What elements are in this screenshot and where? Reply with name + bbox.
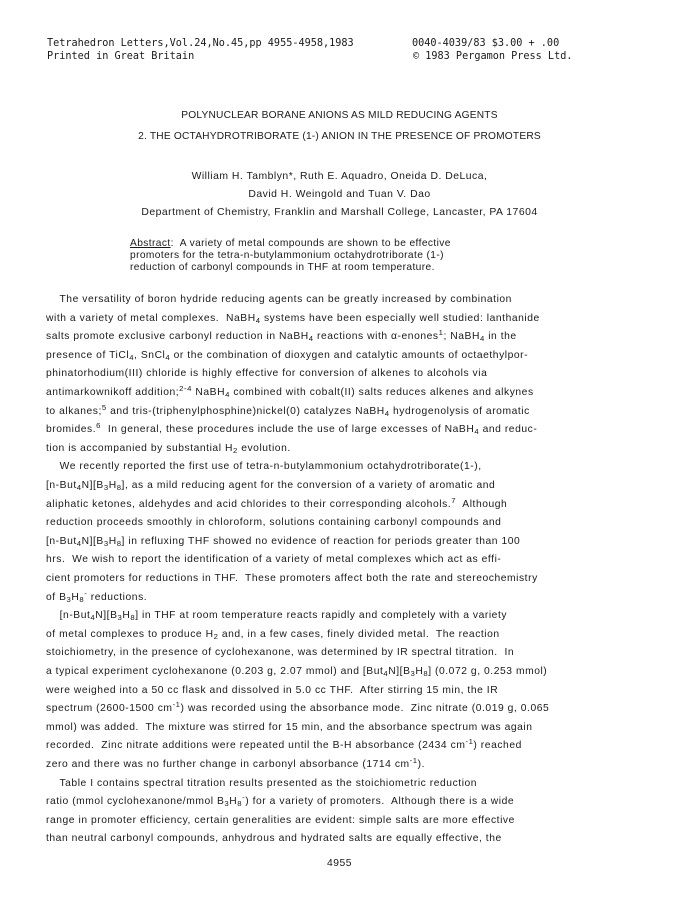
page-number: 4955 [327,858,352,869]
abstract-label: Abstract [130,238,171,249]
body-line: The versatility of boron hydride reducing agents can be greatly increased by combination [46,294,512,305]
abstract-line-1 [130,238,451,251]
copyright: © 1983 Pergamon Press Ltd. [413,51,573,62]
body-line: spectrum (2600-1500 $cm^{-1}$) was recorded using the absorbance mode. Zinc nitrate (0.019 g, 0.065 [46,700,550,715]
body-line: $[n-But_4N][B_3H_8]$, as a mild reducing agent for the conversion of a variety of aromatic and [46,480,496,492]
body-line: with a variety of metal complexes. NaBH$_4$ systems have been especially well studied: lanthanide [46,312,540,325]
body-line: mmol) was added. The mixture was stirred for 15 min, and the absorbance spectrum was again [46,721,533,733]
body-line: of metal complexes to produce $H_2$ and, in a few cases, finely divided metal. The reaction [46,628,500,641]
printed-in: Printed in Great Britain [47,51,195,62]
body-line: ratio (mmol cyclohexanone/mmol $B_3H_8^-$) for a variety of promoters. Although there is a wide [46,793,515,809]
affiliation: Department of Chemistry, Franklin and Marshall College, Lancaster, PA 17604 [141,207,538,218]
body-line: stoichiometry, in the presence of cyclohexanone, was determined by IR spectral titration. In [46,647,515,659]
article-title-line-1: POLYNUCLEAR BORANE ANIONS AS MILD REDUCING AGENTS [181,110,498,121]
body-line: recorded. Zinc nitrate additions were repeated until the B-H absorbance (2434 $cm^{-1}$) reached [46,737,522,752]
body-line: hrs. We wish to report the identification of a variety of metal complexes which act as effi- [46,554,502,566]
body-line: than neutral carbonyl compounds, anhydrous and hydrated salts are equally effective, the [46,833,502,845]
body-line: antimarkownikoff addition;$^{2-4}$ NaBH$_4$ combined with cobalt(II) salts reduces alkenes and alkynes [46,384,534,399]
abstract-line-3: reduction of carbonyl compounds in THF at room temperature. [130,262,435,273]
body-line: cient promoters for reductions in THF. These promoters affect both the rate and stereochemistry [46,573,538,584]
body-line: a typical experiment cyclohexanone (0.203 g, 2.07 mmol) and $[But_4N][B_3H_8]$ (0.072 g, 0.253 mmol) [46,666,548,678]
body-line: phinatorhodium(III) chloride is highly effective for conversion of alkenes to alcohols via [46,368,488,380]
body-line: range in promoter efficiency, certain generalities are evident: simple salts are more effective [46,814,515,826]
authors-line-2: David H. Weingold and Tuan V. Dao [248,189,431,200]
abstract-text: : A variety of metal compounds are shown to be effective [170,238,451,249]
body-line: were weighed into a 50 cc flask and dissolved in 5.0 cc THF. After stirring 15 min, the IR [46,684,499,696]
body-line: presence of TiCl$_4$, SnCl$_4$ or the combination of dioxygen and catalytic amounts of octaethylpor- [46,349,529,362]
article-title-line-2: 2. THE OCTAHYDROTRIBORATE (1-) ANION IN THE PRESENCE OF PROMOTERS [138,131,541,142]
body-line: $[n-But_4N][B_3H_8]$ in THF at room temperature reacts rapidly and completely with a variety [46,610,508,623]
body-line: salts promote exclusive carbonyl reduction in NaBH$_4$ reactions with α-enones$^1$; NaBH$_4$ in the [46,328,517,344]
price-code: 0040-4039/83 $3.00 + .00 [412,38,560,49]
body-line: to alkanes;$^5$ and tris-(triphenylphosphine)nickel(0) catalyzes NaBH$_4$ hydrogenolysis of aromatic [46,402,530,418]
body-line: Table I contains spectral titration results presented as the stoichiometric reduction [46,777,478,789]
journal-citation: Tetrahedron Letters,Vol.24,No.45,pp 4955-4958,1983 [47,38,354,49]
body-line: of $B_3H_8^-$ reductions. [46,588,148,604]
body-line: We recently reported the first use of tetra-n-butylammonium octahydrotriborate(1-), [46,461,482,473]
body-line: reduction proceeds smoothly in chloroform, solutions containing carbonyl compounds and [46,517,502,529]
body-line: aliphatic ketones, aldehydes and acid chlorides to their corresponding alcohols.$^7$ Although [46,495,508,510]
body-line: zero and there was no further change in carbonyl absorbance (1714 $cm^{-1}$). [46,756,426,770]
body-line: bromides.$^6$ In general, these procedures include the use of large excesses of NaBH$_4$ and reduc- [46,421,538,437]
body-line: $[n-But_4N][B_3H_8]$ in refluxing THF showed no evidence of reaction for periods greater than 100 [46,535,521,548]
body-line: tion is accompanied by substantial $H_2$ evolution. [46,442,291,455]
abstract-line-2: promoters for the tetra-n-butylammonium octahydrotriborate (1-) [130,250,444,261]
authors-line-1: William H. Tamblyn*, Ruth E. Aquadro, Oneida D. DeLuca, [191,171,488,182]
